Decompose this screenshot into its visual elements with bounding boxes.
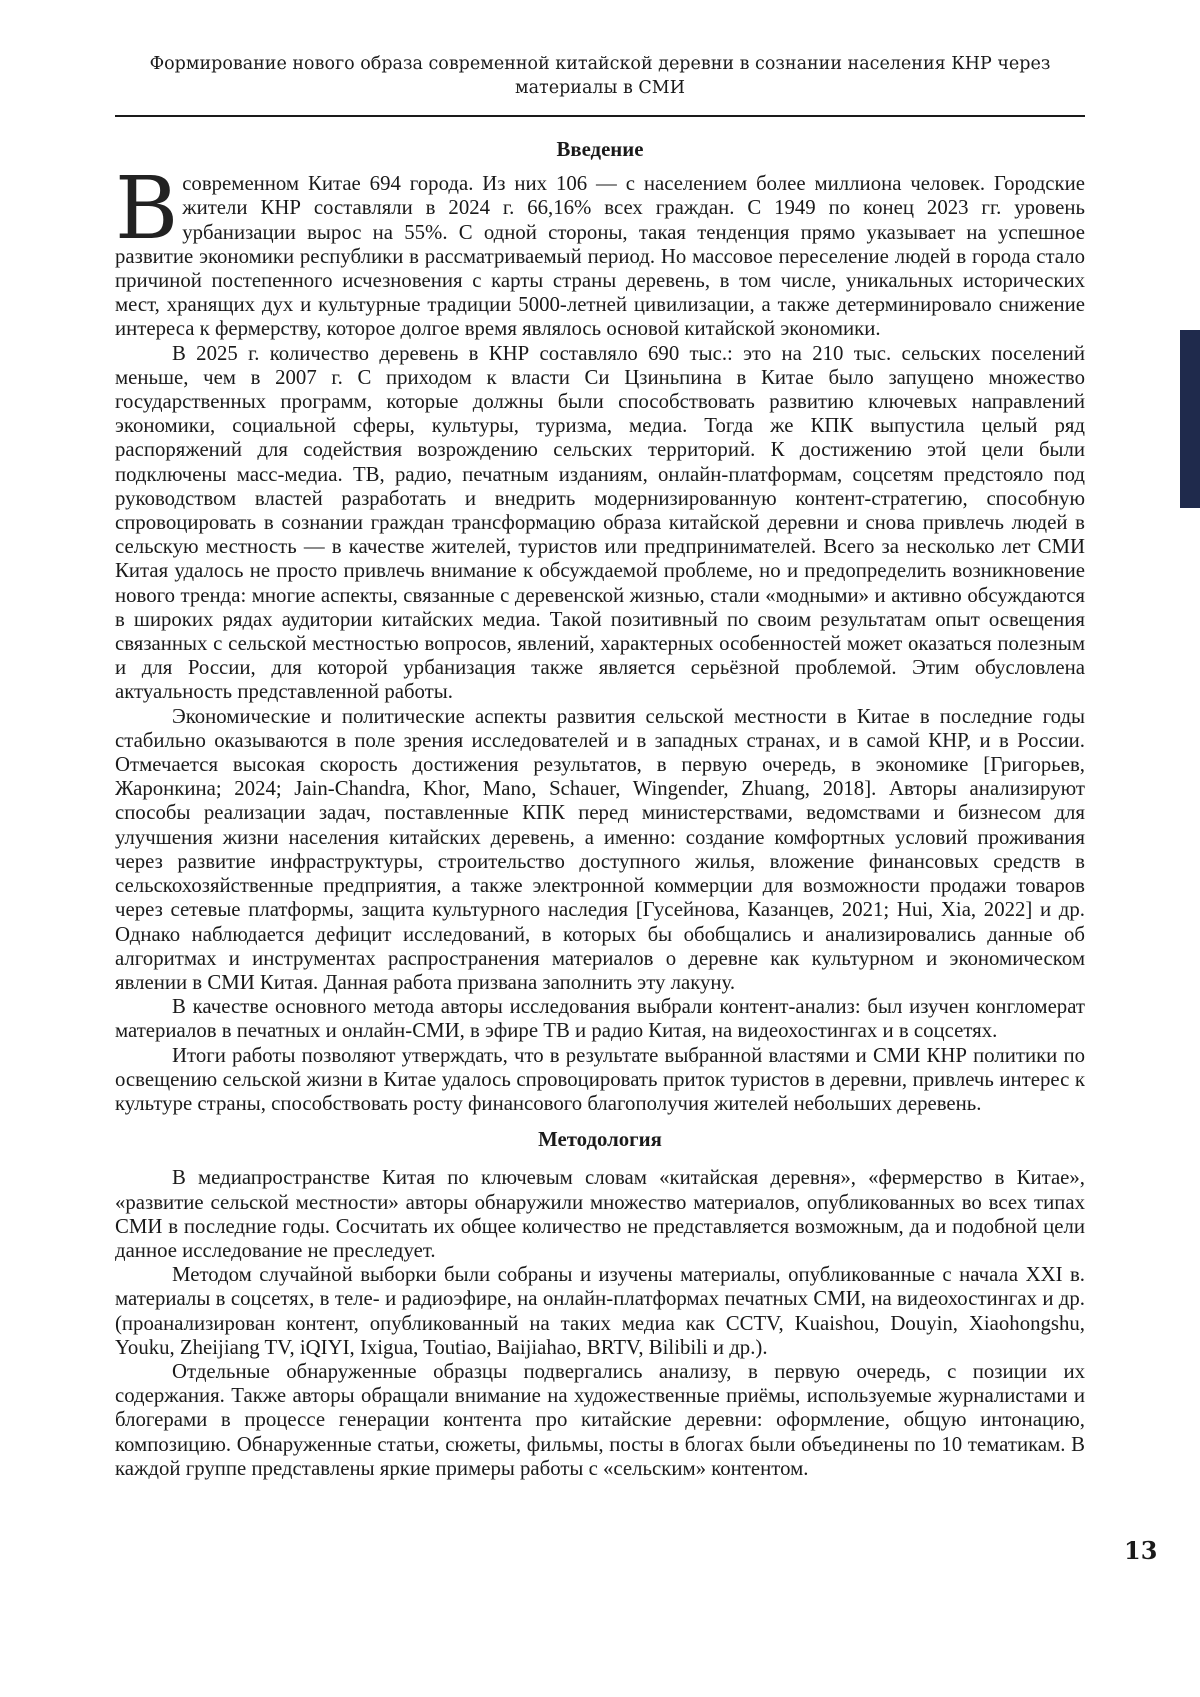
paragraph: Итоги работы позволяют утверждать, что в результате выбранной властями и СМИ КНР политики по освещению сельской жизни в Китае удалось спровоцировать приток туристов в деревни, привлечь интерес к культуре страны, способствовать росту финансового благополучия жителей небольших деревень.: [115, 1043, 1085, 1115]
paragraph: В медиапространстве Китая по ключевым словам «китайская деревня», «фермерство в Китае», «развитие сельской местности» авторы обнаружили множество материалов, опубликованных во всех типах СМИ в последние годы. Сосчитать их общее количество не представляется возможным, да и подобной цели данное исследование не преследует.: [115, 1166, 1085, 1262]
section-title-intro: Введение: [556, 138, 644, 161]
paragraph: [115, 159, 1085, 341]
section-title-methodology: Методология: [538, 1128, 662, 1152]
page-number: 13: [1124, 1536, 1158, 1565]
paragraph-text: современном Китае 694 города. Из них 106 — с населением более миллиона человек. Городские жители КНР составляли в 2024 г. 66,16% всех граждан. С 1949 по конец 2023 гг. уровень урбанизации вырос на 55%. С одной стороны, такая тенденция прямо указывает на успешное развитие экономики республики в рассматриваемый период. Но массовое переселение людей в города стало причиной постепенного исчезновения с карты страны деревень, в том числе, уникальных исторических мест, хранящих дух и культурные традиции 5000-летней цивилизации, а также детерминировало снижение интереса к фермерству, которое долгое время являлось основой китайской экономики.: [115, 172, 1085, 341]
paragraph: Методом случайной выборки были собраны и изучены материалы, опубликованные с начала XXI в. материалы в соцсетях, в теле- и радиоэфире, на онлайн-платформах печатных СМИ, на видеохостингах и др. (проанализирован контент, опубликованный на таких медиа как CCTV, Kuaishou, Douyin, Xiaohongshu, Youku, Zheijiang TV, iQIYI, Ixigua, Toutiao, Baijiahao, BRTV, Bilibili и др.).: [115, 1263, 1085, 1359]
running-head: Формирование нового образа современной китайской деревни в сознании населения КНР через материалы в СМИ: [149, 54, 1051, 98]
paragraph: Отдельные обнаруженные образцы подвергались анализу, в первую очередь, с позиции их содержания. Также авторы обращали внимание на художественные приёмы, используемые журналистами и блогерами в процессе генерации контента про китайские деревни: оформление, общую интонацию, композицию. Обнаруженные статьи, сюжеты, фильмы, посты в блогах были объединены по 10 тематикам. В каждой группе представлены яркие примеры работы с «сельским» контентом.: [115, 1359, 1085, 1480]
header-rule: [115, 115, 1085, 117]
paragraph: Экономические и политические аспекты развития сельской местности в Китае в последние годы стабильно оказываются в поле зрения исследователей и в западных странах, и в самой КНР, и в России. Отмечается высокая скорость достижения результатов, в первую очередь, в экономике [Григорьев, Жаронкина; 2024; Jain-Chandra, Khor, Mano, Schauer, Wingender, Zhuang, 2018]. Авторы анализируют способы реализации задач, поставленные КПК перед министерствами, ведомствами и бизнесом для улучшения жизни населения китайских деревень, а именно: создание комфортных условий проживания через развитие инфраструктуры, строительство доступного жилья, вложение финансовых средств в сельскохозяйственные предприятия, а также электронной коммерции для возможности продажи товаров через сетевые платформы, защита культурного наследия [Гусейнова, Казанцев, 2021; Hui, Xia, 2022] и др. Однако наблюдается дефицит исследований, в которых бы обобщались и анализировались данные об алгоритмах и инструментах распространения материалов о деревне как культурном и экономическом явлении в СМИ Китая. Данная работа призвана заполнить эту лакуну.: [115, 704, 1086, 994]
article-body: [115, 138, 1085, 1481]
paragraph: В качестве основного метода авторы исследования выбрали контент-анализ: был изучен конгломерат материалов в печатных и онлайн-СМИ, в эфире ТВ и радио Китая, на видеохостингах и в соцсетях.: [115, 995, 1085, 1043]
side-tab-marker: [1180, 330, 1200, 508]
paragraph: В 2025 г. количество деревень в КНР составляло 690 тыс.: это на 210 тыс. сельских поселений меньше, чем в 2007 г. С приходом к власти Си Цзиньпина в Китае было запущено множество государственных программ, которые должны были способствовать развитию ключевых направлений экономики, социальной сферы, культуры, туризма, медиа. Тогда же КПК выпустила целый ряд распоряжений для содействия возрождению сельских территорий. К достижению этой цели были подключены масс-медиа. ТВ, радио, печатным изданиям, онлайн-платформам, соцсетям предстояло под руководством властей разработать и внедрить модернизированную контент-стратегию, способную спровоцировать в сознании граждан трансформацию образа китайской деревни и снова привлечь людей в сельскую местность — в качестве жителей, туристов или предпринимателей. Всего за несколько лет СМИ Китая удалось не просто привлечь внимание к обсуждаемой проблеме, но и предопределить возникновение нового тренда: многие аспекты, связанные с деревенской жизнью, стали «модными» и активно обсуждаются в широких рядах аудитории китайских медиа. Такой позитивный по своим результатам опыт освещения связанных с сельской местностью вопросов, явлений, характерных особенностей может оказаться полезным и для России, для которой урбанизация также является серьёзной проблемой. Этим обусловлена актуальность представленной работы.: [115, 341, 1085, 704]
dropcap: В: [115, 159, 179, 260]
